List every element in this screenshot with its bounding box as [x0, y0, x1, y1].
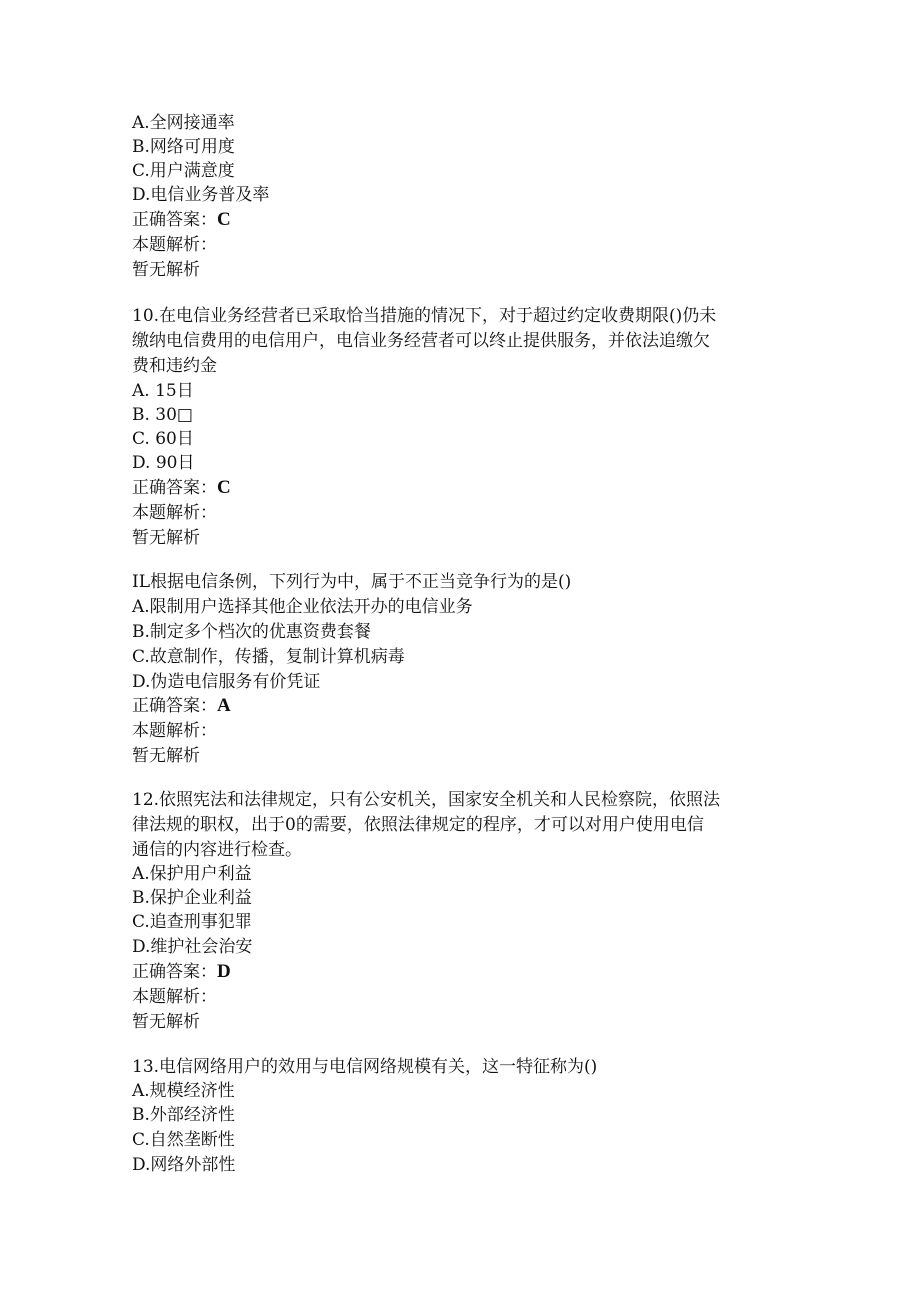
analysis-text: 暂无解析 — [132, 1012, 200, 1032]
analysis-label: 本题解析： — [132, 721, 217, 741]
answer-value: D — [217, 961, 231, 982]
question-text-line: 12.依照宪法和法律规定，只有公安机关，国家安全机关和人民检察院，依照法 — [132, 790, 721, 810]
option-b: B.保护企业利益 — [132, 888, 252, 908]
answer-line — [132, 694, 231, 718]
option-c: C.故意制作，传播，复制计算机病毒 — [132, 647, 405, 667]
answer-value: C — [217, 209, 231, 230]
option-c: C.追查刑事犯罪 — [132, 912, 252, 932]
option-c: C.自然垄断性 — [132, 1130, 235, 1150]
analysis-label: 本题解析： — [132, 987, 217, 1007]
answer-label: 正确答案： — [132, 696, 217, 716]
analysis-text: 暂无解析 — [132, 746, 200, 766]
answer-line — [132, 960, 231, 984]
option-d: D.网络外部性 — [132, 1155, 236, 1175]
answer-value: C — [217, 477, 231, 498]
option-a: A.规模经济性 — [132, 1081, 235, 1101]
analysis-label: 本题解析： — [132, 235, 217, 255]
option-b: B.外部经济性 — [132, 1105, 235, 1125]
option-c: C. 60日 — [132, 429, 194, 449]
question-text-line: 律法规的职权，出于0的需要，依照法律规定的程序，才可以对用户使用电信 — [132, 815, 704, 835]
question-text-line: 通信的内容进行检查。 — [132, 840, 302, 860]
question-text-line: 10.在电信业务经营者已采取恰当措施的情况下，对于超过约定收费期限()仍未 — [132, 306, 717, 326]
option-a: A.保护用户利益 — [132, 864, 252, 884]
answer-label: 正确答案： — [132, 210, 217, 230]
option-b: B.网络可用度 — [132, 137, 235, 157]
option-d: D.伪造电信服务有价凭证 — [132, 672, 321, 692]
question-text-line: 缴纳电信费用的电信用户，电信业务经营者可以终止提供服务，并依法追缴欠 — [132, 331, 710, 351]
option-d: D.电信业务普及率 — [132, 185, 270, 205]
option-b: B. 30□ — [132, 405, 193, 425]
option-c: C.用户满意度 — [132, 161, 235, 181]
question-text-line: 13.电信网络用户的效用与电信网络规模有关，这一特征称为() — [132, 1057, 598, 1077]
answer-label: 正确答案： — [132, 962, 217, 982]
analysis-text: 暂无解析 — [132, 528, 200, 548]
option-d: D. 90日 — [132, 453, 195, 473]
option-a: A. 15日 — [132, 381, 194, 401]
answer-line — [132, 476, 231, 500]
option-d: D.维护社会治安 — [132, 937, 253, 957]
option-a: A.限制用户选择其他企业依法开办的电信业务 — [132, 597, 473, 617]
answer-line — [132, 208, 231, 232]
analysis-text: 暂无解析 — [132, 260, 200, 280]
question-text-line: 费和违约金 — [132, 356, 217, 376]
option-a: A.全网接通率 — [132, 113, 235, 133]
answer-label: 正确答案： — [132, 478, 217, 498]
answer-value: A — [217, 695, 231, 716]
option-b: B.制定多个档次的优惠资费套餐 — [132, 622, 371, 642]
question-text-line: IL根据电信条例，下列行为中，属于不正当竞争行为的是() — [132, 572, 572, 592]
analysis-label: 本题解析： — [132, 503, 217, 523]
